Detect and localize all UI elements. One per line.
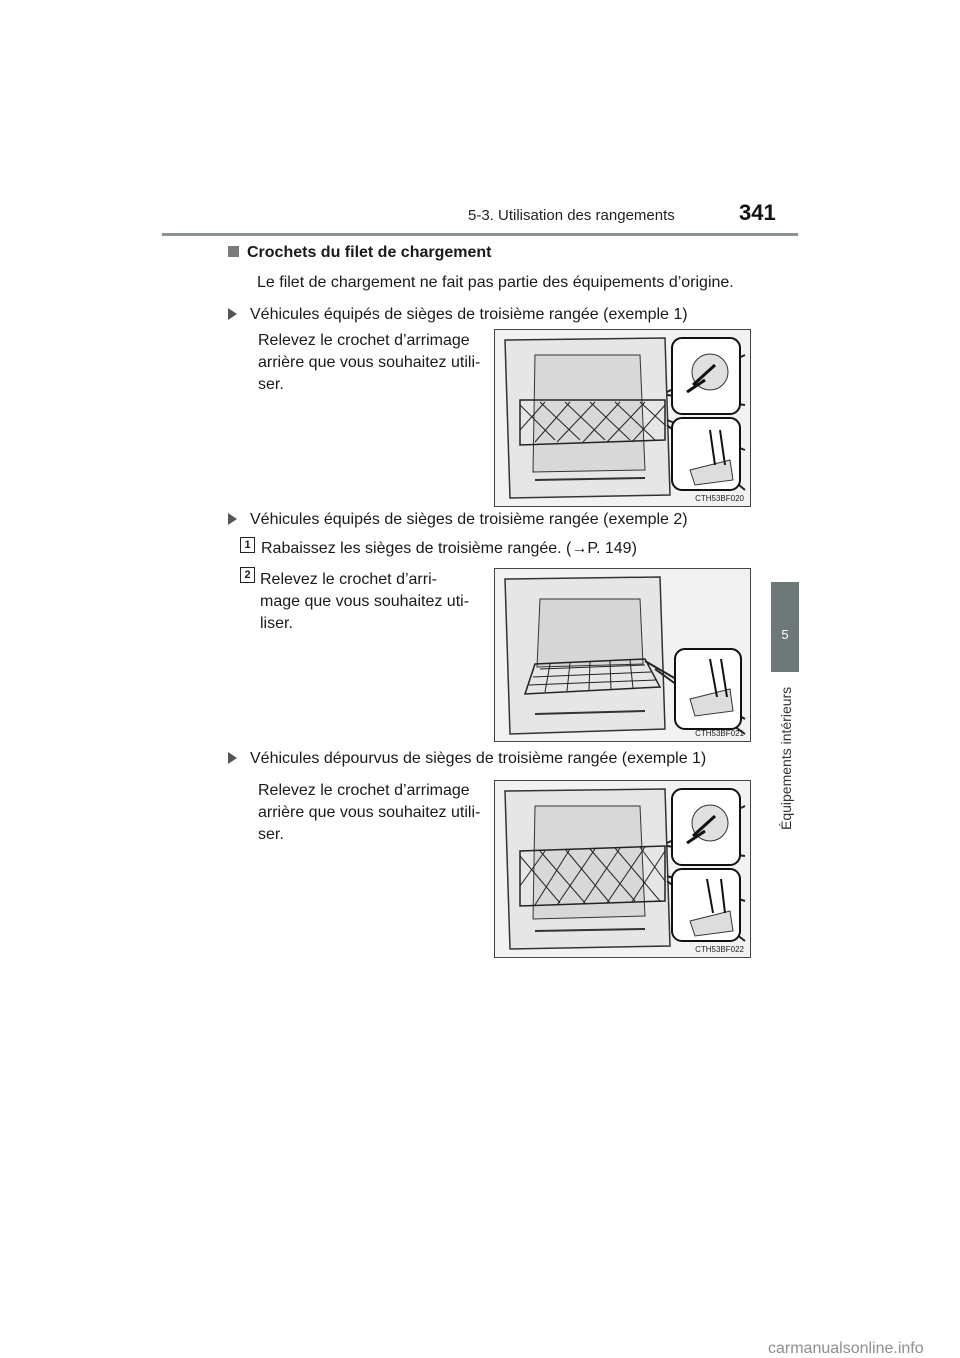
figure-code: CTH53BF022 — [695, 945, 744, 954]
text-line: liser. — [260, 615, 293, 632]
chapter-number: 5 — [781, 627, 789, 642]
square-bullet-icon — [228, 246, 239, 257]
subsection-1-text — [258, 330, 494, 396]
chapter-title — [772, 686, 800, 830]
figure-code: CTH53BF021 — [695, 729, 744, 738]
subsection-3-text — [258, 780, 494, 846]
figure-code: CTH53BF020 — [695, 494, 744, 503]
triangle-bullet-icon — [228, 308, 237, 320]
cargo-net-illustration — [495, 781, 750, 957]
section-heading-text: Crochets du filet de chargement — [247, 244, 492, 261]
text-line: arrière que vous souhaitez utili- — [258, 804, 481, 821]
step-2-text — [260, 569, 494, 635]
subsection-2-title-text: Véhicules équipés de sièges de troisième rangée (exemple 2) — [250, 511, 688, 528]
subsection-3-title — [228, 750, 706, 768]
text-line: Relevez le crochet d’arrimage — [258, 782, 470, 799]
text-line: mage que vous souhaitez uti- — [260, 593, 470, 610]
figure-cargo-net-3 — [494, 780, 751, 958]
step-1-text: Rabaissez les sièges de troisième rangée. (→P. 149) — [261, 540, 637, 557]
figure-cargo-net-2 — [494, 568, 751, 742]
subsection-2-title — [228, 511, 688, 529]
cargo-net-illustration — [495, 569, 750, 741]
text-line: arrière que vous souhaitez utili- — [258, 354, 481, 371]
subsection-1-title-text: Véhicules équipés de sièges de troisième rangée (exemple 1) — [250, 306, 688, 323]
figure-cargo-net-1 — [494, 329, 751, 507]
page-number: 341 — [739, 200, 776, 225]
step-number-badge: 2 — [240, 567, 255, 583]
step-number-badge: 1 — [240, 537, 255, 553]
section-heading — [228, 244, 492, 262]
triangle-bullet-icon — [228, 513, 237, 525]
header-section-title: 5-3. Utilisation des rangements — [468, 207, 675, 224]
watermark: carmanualsonline.info — [768, 1340, 924, 1357]
header-rule — [162, 233, 798, 236]
subsection-3-title-text: Véhicules dépourvus de sièges de troisième rangée (exemple 1) — [250, 750, 707, 767]
cargo-net-illustration — [495, 330, 750, 506]
text-line: Relevez le crochet d’arrimage — [258, 332, 470, 349]
text-line: ser. — [258, 826, 284, 843]
text-line: Relevez le crochet d’arri- — [260, 571, 437, 588]
text-line: ser. — [258, 376, 284, 393]
chapter-title-text: Équipements intérieurs — [778, 686, 794, 830]
intro-text: Le filet de chargement ne fait pas partie des équipements d’origine. — [257, 274, 734, 291]
subsection-1-title — [228, 306, 688, 324]
triangle-bullet-icon — [228, 752, 237, 764]
